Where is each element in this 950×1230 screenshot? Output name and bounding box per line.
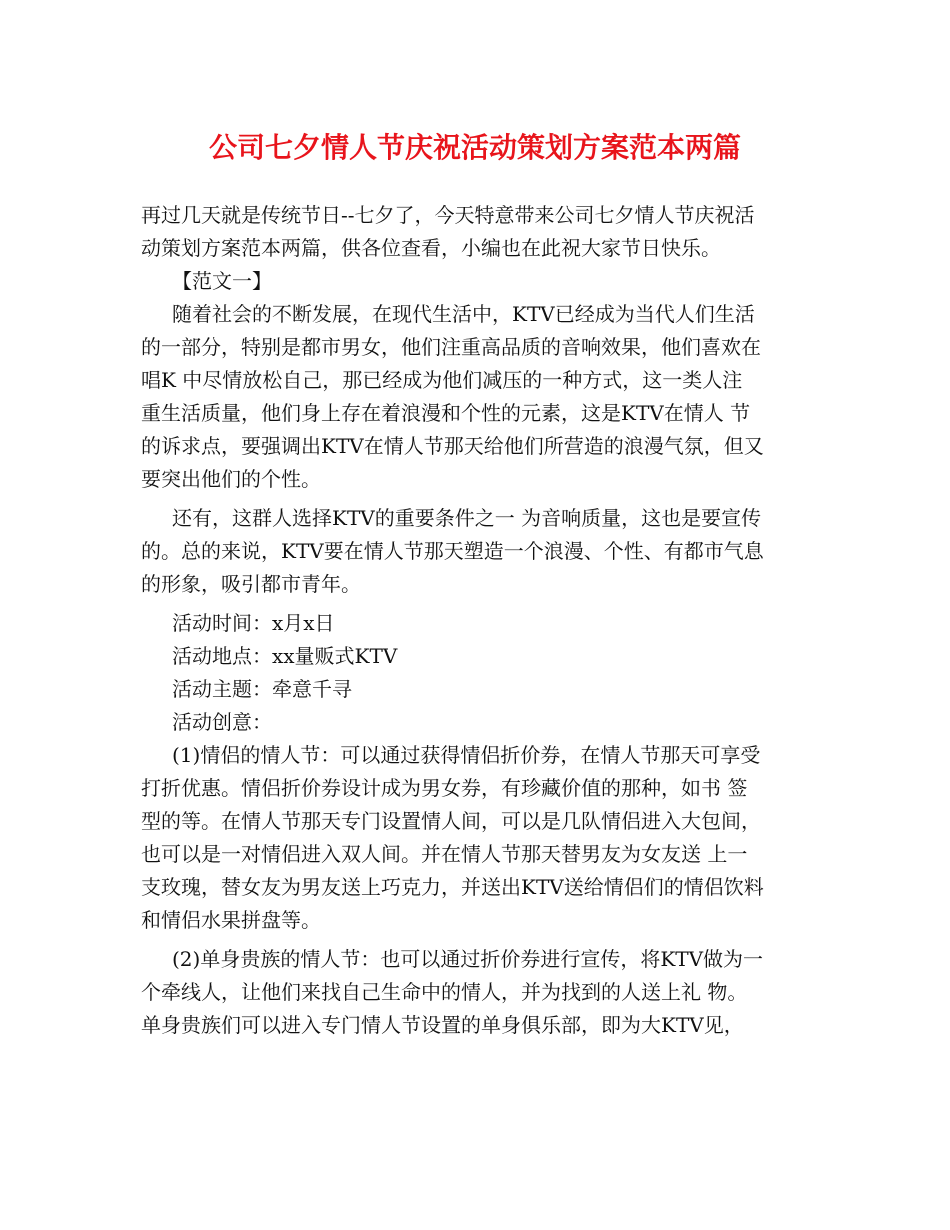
text-line: 活动创意： bbox=[172, 710, 272, 734]
text-line: 唱K 中尽情放松自己，那已经成为他们减压的一种方式，这一类人注 bbox=[141, 368, 743, 392]
document-title: 公司七夕情人节庆祝活动策划方案范本两篇 bbox=[208, 131, 741, 164]
text-line: 动策划方案范本两篇，供各位查看，小编也在此祝大家节日快乐。 bbox=[141, 236, 721, 260]
text-line: 要突出他们的个性。 bbox=[141, 467, 321, 491]
text-line: 也可以是一对情侣进入双人间。并在情人节那天替男友为女友送 上一 bbox=[141, 842, 748, 866]
text-line: 和情侣水果拼盘等。 bbox=[141, 908, 321, 932]
text-line: 的诉求点，要强调出KTV在情人节那天给他们所营造的浪漫气氛，但又 bbox=[141, 434, 764, 458]
text-line: 再过几天就是传统节日--七夕了，今天特意带来公司七夕情人节庆祝活 bbox=[141, 203, 755, 227]
text-line: 【范文一】 bbox=[172, 269, 272, 293]
text-line: 支玫瑰，替女友为男友送上巧克力，并送出KTV送给情侣们的情侣饮料 bbox=[141, 875, 764, 899]
text-line: 活动主题：牵意千寻 bbox=[172, 677, 352, 701]
document-body bbox=[141, 199, 813, 1042]
text-line: (1)情侣的情人节：可以通过获得情侣折价券，在情人节那天可享受 bbox=[172, 743, 761, 767]
text-line: 的。总的来说，KTV要在情人节那天塑造一个浪漫、个性、有都市气息 bbox=[141, 539, 764, 563]
text-line: 随着社会的不断发展，在现代生活中，KTV已经成为当代人们生活 bbox=[172, 302, 755, 326]
text-line: 活动时间：x月x日 bbox=[172, 611, 335, 635]
text-line: 活动地点：xx量贩式KTV bbox=[172, 644, 398, 668]
text-line: 还有，这群人选择KTV的重要条件之一 为音响质量，这也是要宣传 bbox=[172, 506, 762, 530]
text-line: 打折优惠。情侣折价券设计成为男女券，有珍藏价值的那种，如书 签 bbox=[141, 776, 748, 800]
text-line: 的形象，吸引都市青年。 bbox=[141, 572, 361, 596]
text-line: 的一部分，特别是都市男女，他们注重高品质的音响效果，他们喜欢在 bbox=[141, 335, 761, 359]
text-line: 型的等。在情人节那天专门设置情人间，可以是几队情侣进入大包间， bbox=[141, 809, 761, 833]
text-line: 重生活质量，他们身上存在着浪漫和个性的元素，这是KTV在情人 节 bbox=[141, 401, 751, 425]
text-line: 单身贵族们可以进入专门情人节设置的单身俱乐部，即为大KTV见， bbox=[141, 1013, 744, 1037]
text-line: (2)单身贵族的情人节：也可以通过折价券进行宣传，将KTV做为一 bbox=[172, 947, 764, 971]
text-line: 个牵线人，让他们来找自己生命中的情人，并为找到的人送上礼 物。 bbox=[141, 980, 748, 1004]
